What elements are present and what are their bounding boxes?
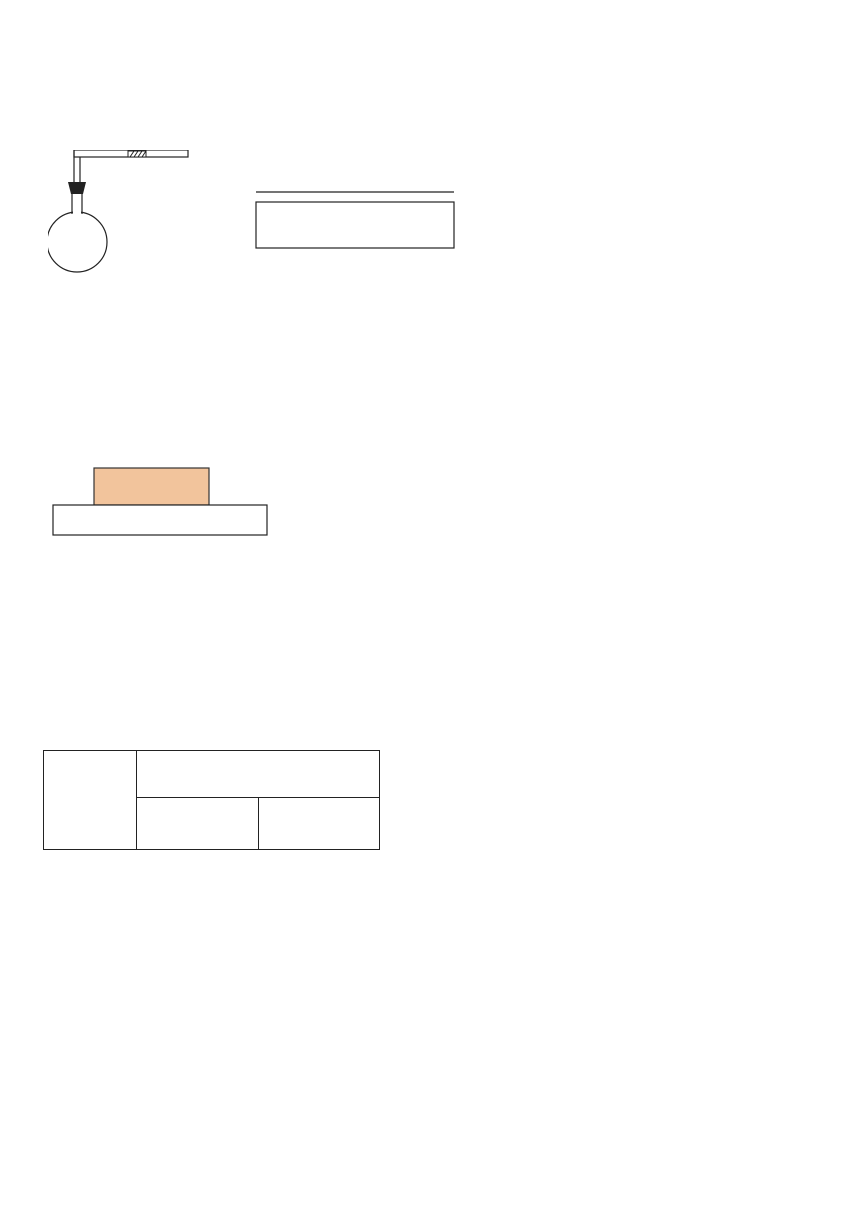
figure-yi-ruler bbox=[252, 172, 462, 252]
flask-bulb bbox=[48, 212, 107, 272]
stopper bbox=[68, 182, 86, 194]
wooden-block bbox=[94, 468, 209, 505]
ruler-body bbox=[256, 202, 454, 248]
header-liquid-b bbox=[259, 798, 380, 850]
header-liquid-a bbox=[137, 798, 259, 850]
q17-figure bbox=[52, 467, 272, 539]
data-table bbox=[43, 750, 380, 850]
red-liquid-column bbox=[128, 151, 146, 157]
top-options bbox=[52, 59, 76, 79]
figure-jia-flask bbox=[48, 150, 198, 290]
header-concentration bbox=[44, 751, 137, 850]
header-group bbox=[137, 751, 380, 798]
ruler-body bbox=[53, 505, 267, 535]
